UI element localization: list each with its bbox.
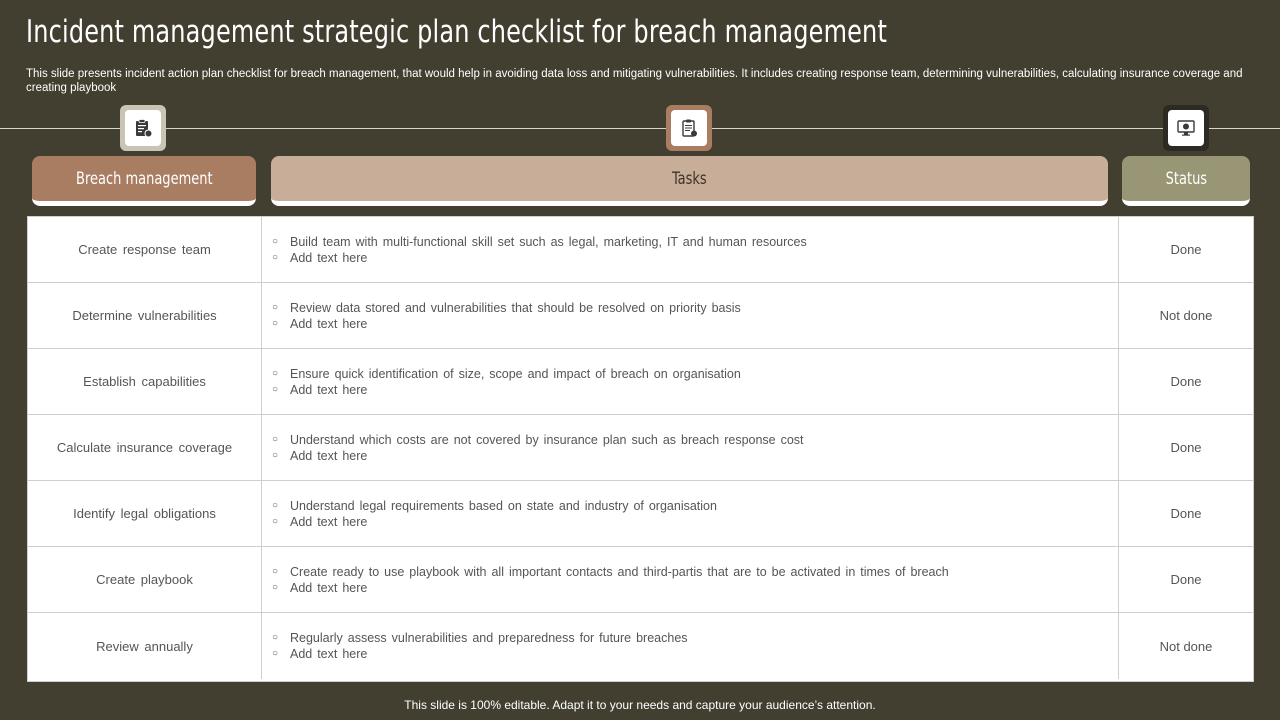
bullet-icon: ○ — [272, 648, 279, 659]
bullet-icon: ○ — [272, 565, 279, 577]
clipboard-chart-icon — [133, 118, 153, 138]
bullet-icon: ○ — [272, 367, 279, 379]
task-text: Ensure quick identification of size, scope and impact of breach on organisation — [290, 366, 741, 381]
monitor-chart-icon — [1176, 118, 1196, 138]
bullet-icon: ○ — [272, 632, 279, 643]
bullet-icon: ○ — [272, 251, 279, 263]
task-text: Add text here — [290, 580, 368, 595]
bullet-icon: ○ — [272, 383, 279, 395]
table-row — [28, 415, 1253, 481]
status-cell: Done — [1170, 440, 1202, 455]
task-list — [262, 415, 1119, 480]
icon-frame-status — [1163, 105, 1209, 151]
bullet-icon: ○ — [272, 433, 279, 445]
divider-line — [0, 128, 1280, 129]
header-tasks-label: Tasks — [672, 168, 707, 189]
header-status-label: Status — [1165, 168, 1207, 189]
breach-item: Identify legal obligations — [28, 481, 262, 546]
slide-title: Incident management strategic plan checklist for breach management — [26, 14, 888, 50]
table-row — [28, 613, 1253, 679]
task-text: Add text here — [290, 514, 368, 529]
footer-note: This slide is 100% editable. Adapt it to your needs and capture your audience’s attention. — [404, 698, 876, 712]
bullet-icon: ○ — [272, 499, 279, 511]
task-bullet — [272, 432, 804, 448]
bullet-icon: ○ — [272, 449, 279, 461]
task-list — [262, 283, 1119, 348]
task-text: Regularly assess vulnerabilities and preparedness for future breaches — [290, 631, 688, 645]
icon-frame-breach — [120, 105, 166, 151]
status-cell: Not done — [1159, 308, 1213, 323]
task-text: Create ready to use playbook with all important contacts and third-partis that are to be activated in times of breach — [290, 564, 949, 579]
bullet-icon: ○ — [272, 235, 279, 247]
task-text: Add text here — [290, 382, 368, 397]
bullet-icon: ○ — [272, 301, 279, 313]
task-text: Review data stored and vulnerabilities that should be resolved on priority basis — [290, 300, 741, 315]
task-bullet — [272, 366, 741, 382]
task-text: Understand which costs are not covered by insurance plan such as breach response cost — [290, 432, 804, 447]
breach-item: Create playbook — [28, 547, 262, 612]
header-status — [1122, 156, 1250, 206]
task-bullet — [272, 498, 717, 514]
task-list — [262, 547, 1119, 612]
task-bullet — [272, 234, 807, 250]
breach-item: Establish capabilities — [28, 349, 262, 414]
task-bullet — [272, 300, 741, 316]
task-text: Add text here — [290, 250, 368, 265]
task-bullet — [272, 630, 688, 646]
task-bullet — [272, 316, 367, 332]
task-text: Add text here — [290, 448, 368, 463]
breach-item: Create response team — [28, 217, 262, 282]
status-cell: Done — [1170, 572, 1202, 587]
table-row — [28, 481, 1253, 547]
breach-item: Calculate insurance coverage — [28, 415, 262, 480]
table-row — [28, 349, 1253, 415]
task-list — [262, 217, 1119, 282]
task-bullet — [272, 646, 367, 662]
task-text: Build team with multi-functional skill set such as legal, marketing, IT and human resources — [290, 234, 807, 249]
status-cell: Done — [1170, 374, 1202, 389]
task-text: Understand legal requirements based on state and industry of organisation — [290, 498, 717, 513]
header-breach-management — [32, 156, 256, 206]
table-row — [28, 547, 1253, 613]
status-cell: Done — [1170, 506, 1202, 521]
task-list — [262, 481, 1119, 546]
slide-subtitle: This slide presents incident action plan checklist for breach management, that would help in avoiding data loss and mitigating vulnerabilities. It includes creating response team, determining vulnerabilities, calculating insurance coverage and creating playbook — [26, 68, 1243, 94]
breach-item: Review annually — [28, 613, 262, 679]
icon-frame-tasks — [666, 105, 712, 151]
bullet-icon: ○ — [272, 317, 279, 329]
task-bullet — [272, 580, 367, 596]
status-cell: Not done — [1159, 638, 1213, 654]
header-breach-management-label: Breach management — [75, 168, 213, 189]
status-cell: Done — [1170, 242, 1202, 257]
bullet-icon: ○ — [272, 581, 279, 593]
clipboard-check-icon — [679, 118, 699, 138]
task-text: Add text here — [290, 316, 368, 331]
task-list — [262, 349, 1119, 414]
checklist-table — [27, 216, 1254, 682]
task-bullet — [272, 382, 367, 398]
breach-item: Determine vulnerabilities — [28, 283, 262, 348]
table-row — [28, 283, 1253, 349]
task-bullet — [272, 564, 949, 580]
task-bullet — [272, 448, 367, 464]
task-text: Add text here — [290, 647, 368, 661]
header-tasks — [271, 156, 1108, 206]
table-row — [28, 217, 1253, 283]
task-bullet — [272, 514, 367, 530]
task-bullet — [272, 250, 367, 266]
task-list — [262, 613, 1119, 679]
bullet-icon: ○ — [272, 515, 279, 527]
